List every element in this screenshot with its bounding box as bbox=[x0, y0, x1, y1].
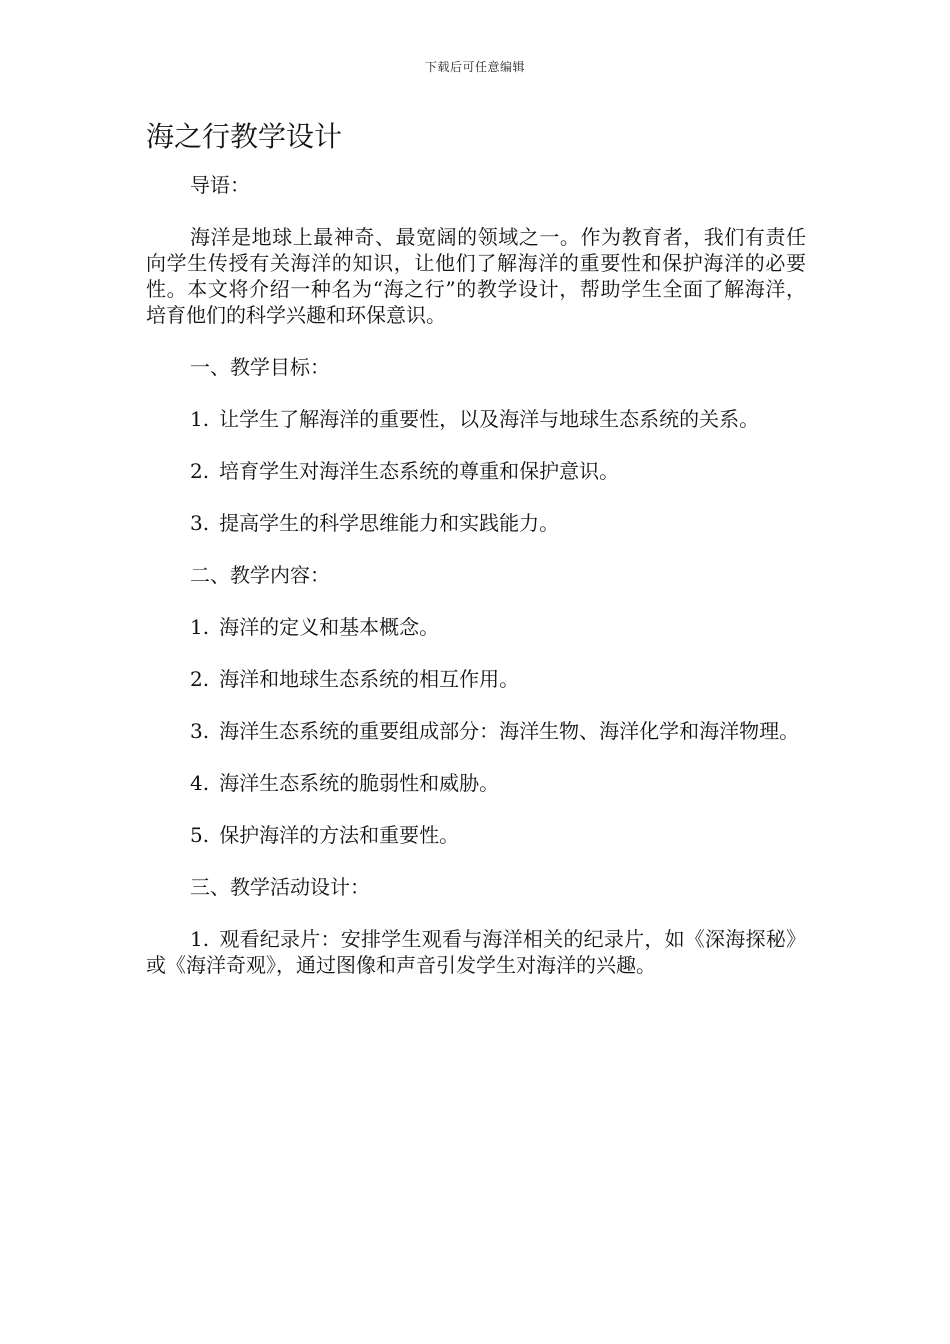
list-item-number: 1. bbox=[190, 927, 210, 951]
list-item bbox=[146, 770, 806, 796]
list-item-text: 海洋的定义和基本概念。 bbox=[219, 615, 440, 639]
list-item bbox=[146, 458, 806, 484]
intro-paragraph: 海洋是地球上最神奇、最宽阔的领域之一。作为教育者，我们有责任向学生传授有关海洋的知识，让他们了解海洋的重要性和保护海洋的必要性。本文将介绍一种名为“海之行”的教学设计，帮助学生全面了解海洋，培育他们的科学兴趣和环保意识。 bbox=[146, 225, 806, 327]
list-item-number: 2. bbox=[190, 667, 210, 691]
list-item-number: 3. bbox=[190, 511, 210, 535]
list-item bbox=[146, 926, 806, 978]
list-item bbox=[146, 510, 806, 536]
list-item bbox=[146, 822, 806, 848]
list-item-text: 观看纪录片：安排学生观看与海洋相关的纪录片，如《深海探秘》或《海洋奇观》，通过图像和声音引发学生对海洋的兴趣。 bbox=[146, 927, 806, 977]
list-item bbox=[146, 666, 806, 692]
intro-heading: 导语： bbox=[190, 173, 250, 197]
header-note: 下载后可任意编辑 bbox=[424, 60, 525, 74]
list-item-number: 3. bbox=[190, 719, 210, 743]
list-item-text: 海洋生态系统的脆弱性和威胁。 bbox=[219, 771, 500, 795]
list-item bbox=[146, 406, 806, 432]
list-item-text: 让学生了解海洋的重要性，以及海洋与地球生态系统的关系。 bbox=[219, 407, 760, 431]
list-item-number: 1. bbox=[190, 615, 210, 639]
list-item-number: 4. bbox=[190, 771, 210, 795]
list-item-text: 提高学生的科学思维能力和实践能力。 bbox=[219, 511, 560, 535]
list-item-text: 海洋和地球生态系统的相互作用。 bbox=[219, 667, 520, 691]
document-title: 海之行教学设计 bbox=[146, 120, 343, 153]
list-item-text: 培育学生对海洋生态系统的尊重和保护意识。 bbox=[219, 459, 620, 483]
document-body bbox=[146, 172, 806, 1004]
list-item-number: 1. bbox=[190, 407, 210, 431]
section-heading-content: 二、教学内容： bbox=[190, 563, 330, 587]
list-item-number: 5. bbox=[190, 823, 210, 847]
section-heading-goals: 一、教学目标： bbox=[190, 355, 330, 379]
list-item bbox=[146, 614, 806, 640]
list-item bbox=[146, 718, 806, 744]
list-item-text: 海洋生态系统的重要组成部分：海洋生物、海洋化学和海洋物理。 bbox=[219, 719, 800, 743]
list-item-text: 保护海洋的方法和重要性。 bbox=[219, 823, 460, 847]
list-item-number: 2. bbox=[190, 459, 210, 483]
section-heading-activities: 三、教学活动设计： bbox=[190, 875, 370, 899]
